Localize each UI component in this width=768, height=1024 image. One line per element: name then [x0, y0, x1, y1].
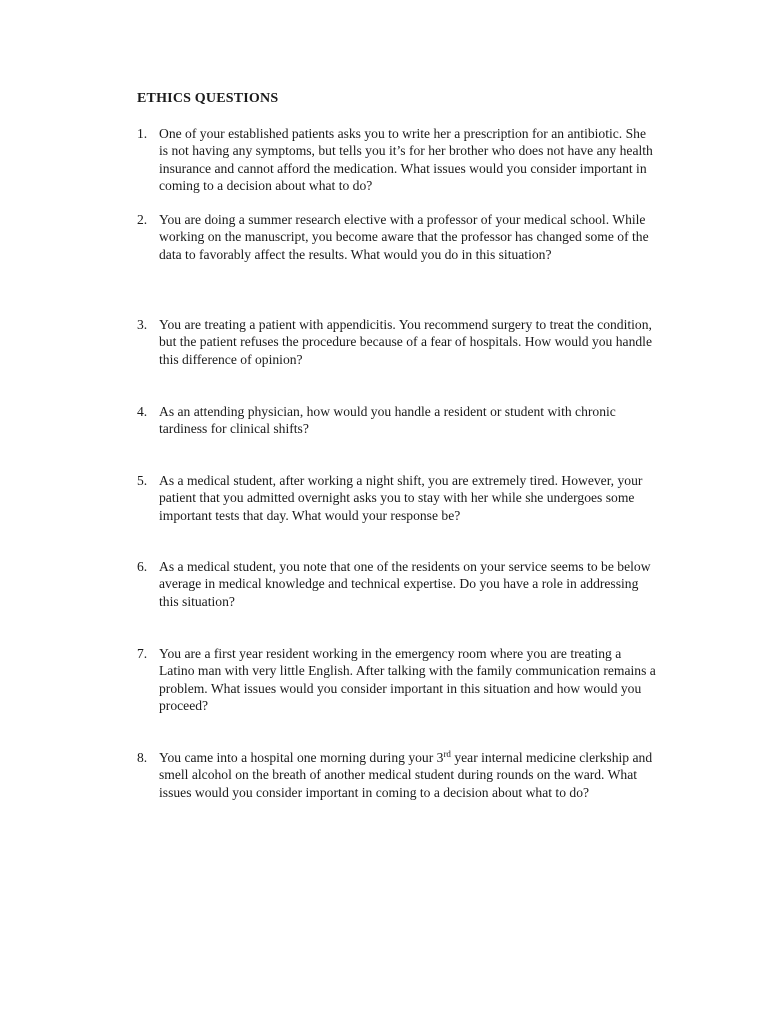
question-text [159, 749, 657, 801]
question-number: 1. [137, 126, 148, 141]
question-text-start: You came into a hospital one morning during your 3 [159, 750, 444, 765]
question-number: 2. [137, 212, 148, 227]
question-text: As a medical student, after working a night shift, you are extremely tired. However, your patient that you admitted overnight asks you to stay with her while she undergoes some important tests that day. What would your response be? [159, 473, 643, 523]
question-text: You are treating a patient with appendicitis. You recommend surgery to treat the condition, but the patient refuses the procedure because of a fear of hospitals. How would you handle this difference of opinion? [159, 317, 652, 367]
question-text-end: year internal medicine clerkship and smell alcohol on the breath of another medical student during rounds on the ward. What issues would you consider important in coming to a decision about what to do? [159, 750, 653, 800]
question-number: 6. [137, 559, 148, 574]
question-text: One of your established patients asks you to write her a prescription for an antibiotic. She is not having any symptoms, but tells you it’s for her brother who does not have any health insurance and cannot afford the medication. What issues would you consider important in coming to a decision about what to do? [159, 126, 653, 194]
question-text: You are doing a summer research elective with a professor of your medical school. While working on the manuscript, you become aware that the professor has changed some of the data to favorably affect the results. What would you do in this situation? [159, 212, 649, 262]
question-text: You are a first year resident working in the emergency room where you are treating a Latino man with very little English. After talking with the family communication remains a problem. What issues would you consider important in this situation and how would you proceed? [159, 646, 656, 714]
question-number: 8. [137, 750, 148, 765]
question-number: 4. [137, 404, 148, 419]
question-number: 7. [137, 646, 148, 661]
question-text: As a medical student, you note that one of the residents on your service seems to be below average in medical knowledge and technical expertise. Do you have a role in addressing this situation? [159, 559, 651, 609]
ordinal-superscript: rd [443, 749, 451, 759]
question-number: 5. [137, 473, 148, 488]
question-text: As an attending physician, how would you handle a resident or student with chronic tardiness for clinical shifts? [159, 404, 616, 437]
question-number: 3. [137, 317, 148, 332]
document-title: ETHICS QUESTIONS [137, 91, 279, 106]
